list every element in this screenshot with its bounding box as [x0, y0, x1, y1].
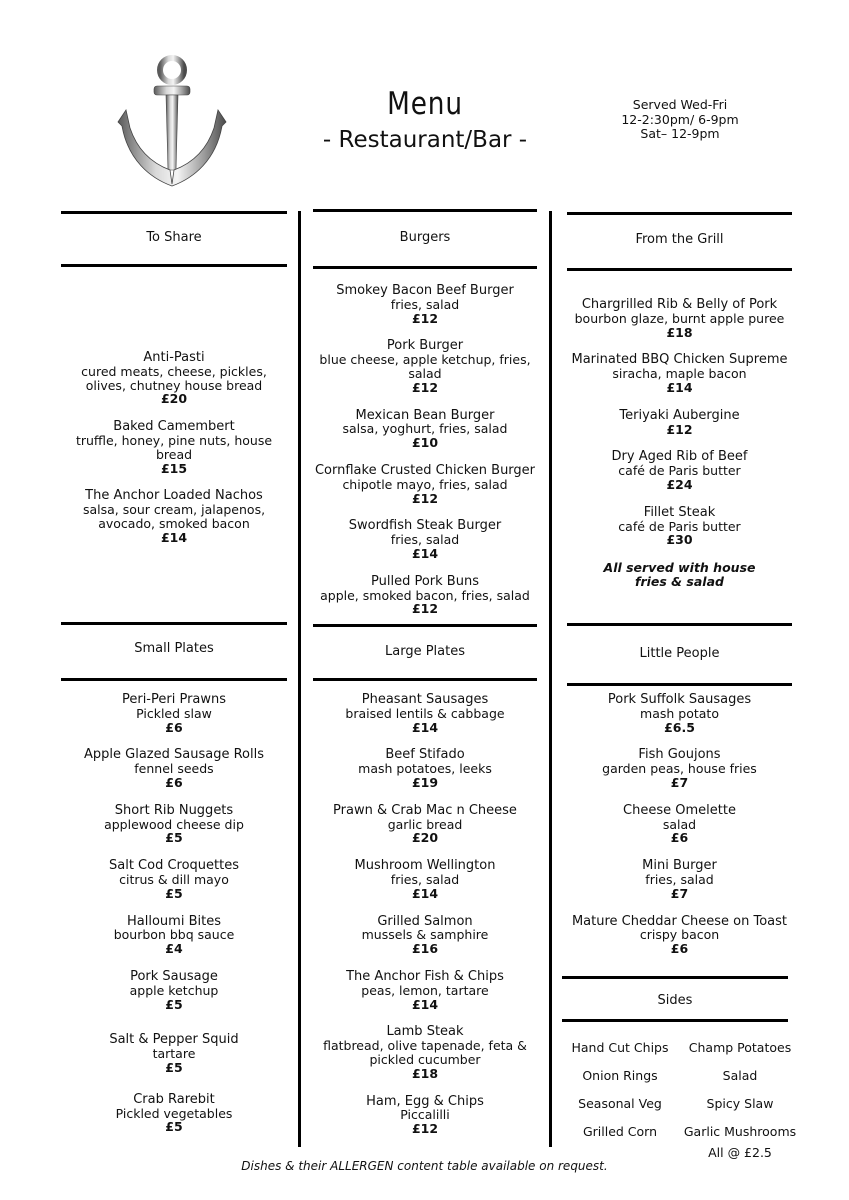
menu-item-price: £5	[165, 885, 183, 901]
section-heading-sides: Sides	[657, 993, 693, 1008]
divider	[61, 678, 287, 681]
menu-item-price: £24	[666, 476, 693, 492]
menu-item-name: Mexican Bean Burger	[355, 407, 495, 423]
little-people-list	[567, 693, 792, 956]
menu-item	[61, 351, 287, 406]
menu-item-description: blue cheese, apple ketchup, fries, salad	[319, 352, 531, 381]
menu-item	[567, 693, 792, 734]
menu-item-description: mash potatoes, leeks	[358, 761, 492, 777]
serving-times-line: 12-2:30pm/ 6-9pm	[621, 111, 739, 127]
large-plates-list	[313, 693, 537, 1136]
section-heading-burgers: Burgers	[399, 230, 451, 245]
serving-times	[600, 98, 760, 142]
menu-item-price: £10	[411, 435, 439, 451]
menu-item	[313, 915, 537, 956]
menu-item-price: £5	[165, 1059, 183, 1075]
to-share-list	[61, 351, 287, 545]
menu-item-name: Pork Suffolk Sausages	[607, 692, 752, 707]
menu-item-name: Salt & Pepper Squid	[109, 1032, 239, 1048]
menu-item-description: fries, salad	[390, 296, 460, 312]
menu-item	[313, 284, 537, 325]
sides-row	[560, 1033, 800, 1061]
menu-item	[567, 298, 792, 339]
menu-item-name: Smokey Bacon Beef Burger	[336, 283, 514, 298]
menu-item-name: Fish Goujons	[638, 747, 721, 763]
menu-item-name: Beef Stifado	[385, 747, 465, 763]
side-item: Grilled Corn	[582, 1123, 658, 1139]
menu-item-price: £18	[411, 1065, 439, 1081]
menu-item-description: citrus & dill mayo	[119, 871, 229, 887]
menu-item-description: cured meats, cheese, pickles, olives, chutney house bread	[81, 363, 267, 393]
menu-item-price: £6	[165, 719, 183, 735]
menu-item	[313, 748, 537, 789]
menu-item	[567, 506, 792, 547]
sides-row	[560, 1117, 800, 1145]
menu-item-price: £6	[670, 941, 689, 957]
menu-item-price: £7	[670, 774, 689, 790]
menu-item-description: garlic bread	[387, 816, 463, 832]
menu-item-price: £19	[411, 774, 439, 790]
menu-item-name: Crab Rarebit	[133, 1091, 215, 1107]
menu-item-name: Halloumi Bites	[127, 913, 221, 929]
sides-grid	[560, 1033, 800, 1145]
menu-item-name: Baked Camembert	[113, 419, 235, 435]
menu-item	[313, 409, 537, 450]
menu-item-description: Pickled vegetables	[115, 1105, 233, 1121]
menu-item-name: Pheasant Sausages	[361, 692, 489, 707]
menu-item-description: applewood cheese dip	[104, 816, 244, 832]
menu-item-description: fries, salad	[645, 871, 714, 887]
menu-item	[313, 519, 537, 560]
side-item: Garlic Mushrooms	[683, 1123, 797, 1139]
menu-item-description: bourbon bbq sauce	[113, 927, 235, 943]
menu-item-price: £4	[165, 941, 183, 957]
page-title: Menu	[387, 86, 463, 122]
menu-item-price: £7	[670, 885, 689, 901]
menu-item	[313, 339, 537, 394]
menu-item-price: £6	[670, 830, 689, 846]
menu-item	[567, 804, 792, 845]
menu-item-price: £12	[411, 601, 439, 617]
menu-item	[313, 804, 537, 845]
menu-item-name: Dry Aged Rib of Beef	[611, 449, 748, 465]
menu-item-price: £14	[411, 885, 439, 901]
divider	[61, 622, 287, 625]
menu-item-name: Teriyaki Aubergine	[619, 407, 740, 423]
menu-item-price: £14	[160, 529, 188, 545]
menu-item-description: braised lentils & cabbage	[345, 705, 505, 721]
menu-item-description: mash potato	[640, 705, 719, 721]
menu-item-description: café de Paris butter	[618, 518, 741, 534]
menu-item-description: Pickled slaw	[136, 705, 212, 721]
divider	[313, 266, 537, 269]
divider	[313, 624, 537, 627]
menu-item-description: fries, salad	[390, 871, 460, 887]
divider	[61, 264, 287, 267]
menu-item-description: apple ketchup	[129, 982, 219, 998]
page-subtitle: - Restaurant/Bar -	[322, 127, 528, 153]
menu-item-name: Pulled Pork Buns	[371, 573, 479, 589]
menu-item-name: Chargrilled Rib & Belly of Pork	[581, 297, 778, 312]
menu-item-description: flatbread, olive tapenade, feta & pickled cucumber	[323, 1038, 527, 1067]
menu-item-price: £30	[666, 532, 693, 548]
menu-item-price: £5	[165, 1119, 183, 1135]
allergen-note: Dishes & their ALLERGEN content table available on request.	[241, 1159, 608, 1173]
menu-item-price: £14	[411, 996, 439, 1012]
serving-times-line: Sat– 12-9pm	[640, 126, 720, 141]
menu-item-name: Mature Cheddar Cheese on Toast	[571, 913, 788, 929]
menu-item-price: £16	[411, 941, 439, 957]
menu-item	[61, 859, 287, 900]
section-heading-small-plates: Small Plates	[134, 641, 214, 656]
menu-item-description: salsa, sour cream, jalapenos, avocado, smoked bacon	[82, 502, 266, 531]
menu-item-price: £14	[666, 379, 693, 395]
divider	[562, 1019, 788, 1022]
menu-item-name: Lamb Steak	[386, 1024, 464, 1040]
menu-item-name: Marinated BBQ Chicken Supreme	[571, 352, 788, 368]
menu-item-description: tartare	[152, 1046, 196, 1062]
menu-item-price: £20	[411, 830, 439, 846]
menu-item	[61, 915, 287, 956]
menu-item	[61, 693, 287, 734]
menu-item	[61, 489, 287, 544]
menu-item-price: £15	[160, 460, 188, 476]
menu-item	[313, 859, 537, 900]
sides-row	[560, 1089, 800, 1117]
menu-item-name: Cheese Omelette	[623, 802, 736, 818]
divider	[61, 211, 287, 214]
menu-item-price: £18	[666, 324, 693, 340]
menu-item	[313, 970, 537, 1011]
menu-item-description: peas, lemon, tartare	[361, 982, 489, 998]
menu-item-price: £12	[411, 490, 439, 506]
menu-item	[313, 575, 537, 616]
menu-item-description: crispy bacon	[639, 927, 720, 943]
menu-item	[567, 859, 792, 900]
menu-item-price: £12	[411, 379, 439, 395]
menu-item	[61, 748, 287, 789]
menu-item-description: Piccalilli	[400, 1107, 450, 1123]
menu-item	[567, 409, 792, 437]
divider	[313, 209, 537, 212]
divider	[313, 678, 537, 681]
menu-item-name: Swordfish Steak Burger	[348, 518, 502, 534]
menu-item-price: £6	[165, 774, 183, 790]
menu-item-name: Anti-Pasti	[143, 350, 205, 365]
column-divider	[549, 211, 552, 1147]
menu-item-description: bourbon glaze, burnt apple puree	[574, 310, 785, 326]
menu-item	[61, 970, 287, 1011]
menu-item-name: Mushroom Wellington	[354, 858, 496, 874]
menu-item-description: garden peas, house fries	[602, 761, 757, 777]
menu-item-name: Salt Cod Croquettes	[108, 858, 240, 874]
menu-item	[313, 1095, 537, 1136]
menu-item-name: Pork Burger	[386, 338, 464, 354]
section-heading-large-plates: Large Plates	[385, 644, 465, 659]
menu-item	[313, 464, 537, 505]
menu-item-description: salsa, yoghurt, fries, salad	[342, 421, 508, 437]
menu-item	[61, 1093, 287, 1134]
menu-item	[567, 748, 792, 789]
menu-item-name: Mini Burger	[642, 858, 717, 874]
menu-item-name: Grilled Salmon	[377, 913, 473, 929]
menu-item-price: £6.5	[664, 719, 695, 735]
side-item: Hand Cut Chips	[571, 1039, 669, 1055]
menu-item-description: chipotle mayo, fries, salad	[342, 476, 508, 492]
sides-price: All @ £2.5	[708, 1145, 772, 1160]
menu-item	[567, 353, 792, 394]
sides-row	[560, 1061, 800, 1089]
column-divider	[298, 211, 301, 1147]
section-heading-grill: From the Grill	[635, 232, 724, 247]
section-heading-little-people: Little People	[639, 646, 720, 661]
menu-item-description: fennel seeds	[134, 761, 214, 777]
divider	[562, 976, 788, 979]
menu-item-price: £5	[165, 830, 183, 846]
menu-item	[313, 1025, 537, 1080]
divider	[567, 268, 792, 271]
side-item: Salad	[722, 1067, 758, 1083]
menu-item	[61, 420, 287, 475]
menu-item-price: £12	[666, 421, 693, 437]
menu-item-price: £20	[160, 391, 188, 407]
menu-item-price: £14	[411, 545, 439, 561]
menu-item-name: Pork Sausage	[130, 968, 218, 984]
section-heading-to-share: To Share	[146, 230, 202, 245]
menu-item-name: Peri-Peri Prawns	[121, 692, 227, 707]
menu-item-description: fries, salad	[390, 532, 460, 548]
burgers-list	[313, 284, 537, 616]
menu-item-name: The Anchor Fish & Chips	[346, 968, 504, 984]
menu-item-description: café de Paris butter	[618, 463, 741, 479]
menu-item-price: £12	[411, 1121, 439, 1137]
menu-item	[61, 1033, 287, 1074]
menu-item-description: salad	[662, 816, 697, 832]
menu-item-description: apple, smoked bacon, fries, salad	[320, 587, 530, 603]
menu-item-name: Apple Glazed Sausage Rolls	[84, 747, 264, 763]
menu-item-name: Fillet Steak	[643, 504, 716, 520]
menu-item	[313, 693, 537, 734]
menu-item-name: Prawn & Crab Mac n Cheese	[333, 802, 517, 818]
menu-item	[567, 450, 792, 491]
side-item: Seasonal Veg	[578, 1095, 662, 1111]
menu-item-name: Short Rib Nuggets	[114, 802, 234, 818]
divider	[567, 683, 792, 686]
menu-item-description: mussels & samphire	[361, 927, 489, 943]
menu-item-name: Cornflake Crusted Chicken Burger	[314, 462, 536, 478]
menu-item-description: truffle, honey, pine nuts, house bread	[75, 432, 273, 462]
menu-title-block	[300, 84, 550, 154]
grill-list	[567, 298, 792, 589]
small-plates-list	[61, 693, 287, 1134]
grill-note: All served with house fries & salad	[603, 560, 756, 589]
menu-item-description: siracha, maple bacon	[612, 366, 747, 382]
divider	[567, 623, 792, 626]
menu-item	[567, 915, 792, 956]
menu-item-name: Ham, Egg & Chips	[366, 1093, 484, 1109]
serving-times-line: Served Wed-Fri	[632, 97, 728, 112]
anchor-icon	[112, 52, 232, 190]
menu-item-price: £12	[411, 310, 439, 326]
menu-item-price: £14	[411, 719, 439, 735]
menu-item-price: £5	[165, 996, 183, 1012]
side-item: Spicy Slaw	[706, 1095, 774, 1111]
side-item: Onion Rings	[582, 1067, 658, 1083]
menu-item-name: The Anchor Loaded Nachos	[85, 488, 263, 504]
divider	[567, 212, 792, 215]
menu-item	[61, 804, 287, 845]
side-item: Champ Potatoes	[688, 1039, 792, 1055]
